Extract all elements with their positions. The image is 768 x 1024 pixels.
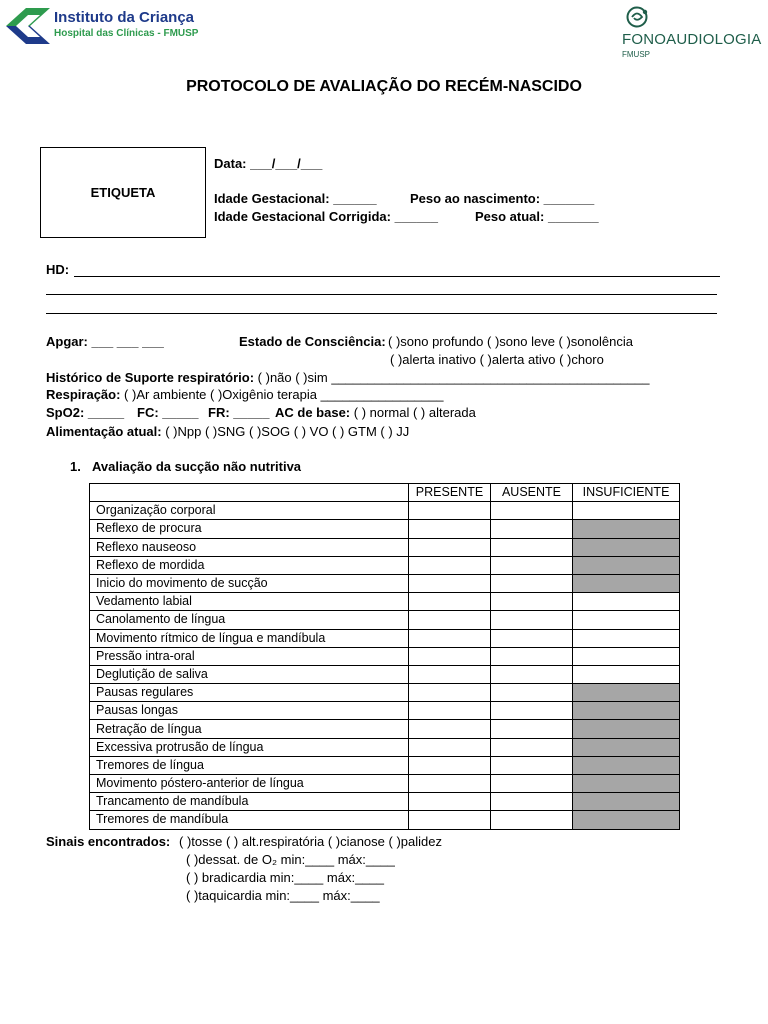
section-title: Avaliação da sucção não nutritiva <box>92 459 302 474</box>
cell-presente[interactable] <box>409 665 491 683</box>
cell-presente[interactable] <box>409 775 491 793</box>
idade-corrigida-field[interactable]: Idade Gestacional Corrigida: ______ <box>214 209 438 224</box>
cell-insuficiente[interactable] <box>573 647 680 665</box>
row-label: Reflexo de procura <box>90 520 409 538</box>
cell-ausente[interactable] <box>491 629 573 647</box>
cell-ausente[interactable] <box>491 738 573 756</box>
cell-insuficiente <box>573 720 680 738</box>
fono-name: FONOAUDIOLOGIA <box>622 31 762 48</box>
instituto-subtitle: Hospital das Clínicas - FMUSP <box>54 28 199 39</box>
cell-ausente[interactable] <box>491 702 573 720</box>
cell-insuficiente[interactable] <box>573 629 680 647</box>
cell-presente[interactable] <box>409 556 491 574</box>
cell-ausente[interactable] <box>491 756 573 774</box>
cell-presente[interactable] <box>409 629 491 647</box>
idade-gestacional-field[interactable]: Idade Gestacional: ______ <box>214 191 377 206</box>
cell-insuficiente <box>573 811 680 829</box>
cell-ausente[interactable] <box>491 775 573 793</box>
alimentacao-row <box>46 424 409 439</box>
cell-insuficiente[interactable] <box>573 611 680 629</box>
data-field[interactable]: Data: ___/___/___ <box>214 156 323 171</box>
row-label: Movimento rítmico de língua e mandíbula <box>90 629 409 647</box>
cell-presente[interactable] <box>409 647 491 665</box>
table-row <box>90 665 680 683</box>
cell-presente[interactable] <box>409 738 491 756</box>
cell-ausente[interactable] <box>491 538 573 556</box>
etiqueta-label: ETIQUETA <box>90 185 156 200</box>
cell-insuficiente <box>573 702 680 720</box>
peso-atual-field[interactable]: Peso atual: _______ <box>475 209 599 224</box>
fr-field[interactable]: FR: _____ <box>208 405 270 420</box>
cell-ausente[interactable] <box>491 793 573 811</box>
row-label: Canolamento de língua <box>90 611 409 629</box>
table-row <box>90 793 680 811</box>
fono-subtitle: FMUSP <box>622 50 650 59</box>
cell-insuficiente <box>573 556 680 574</box>
row-label: Tremores de mandíbula <box>90 811 409 829</box>
table-row <box>90 574 680 592</box>
cell-insuficiente <box>573 793 680 811</box>
cell-presente[interactable] <box>409 611 491 629</box>
cell-ausente[interactable] <box>491 520 573 538</box>
row-label: Organização corporal <box>90 502 409 520</box>
fonoaudiologia-logo <box>622 6 762 62</box>
spo2-field[interactable]: SpO2: _____ <box>46 405 125 420</box>
ac-base-label: AC de base: <box>275 405 351 420</box>
cell-presente[interactable] <box>409 538 491 556</box>
sinais-line-1[interactable]: ( )tosse ( ) alt.respiratória ( )cianose ( )palidez <box>179 834 442 849</box>
table-row <box>90 593 680 611</box>
cell-presente[interactable] <box>409 793 491 811</box>
table-row <box>90 684 680 702</box>
row-label: Vedamento labial <box>90 593 409 611</box>
row-label: Pausas longas <box>90 702 409 720</box>
cell-ausente[interactable] <box>491 502 573 520</box>
cell-presente[interactable] <box>409 684 491 702</box>
row-label: Trancamento de mandíbula <box>90 793 409 811</box>
etiqueta-box <box>40 147 206 238</box>
apgar-field[interactable]: Apgar: ___ ___ ___ <box>46 334 164 349</box>
cell-insuficiente[interactable] <box>573 593 680 611</box>
cell-presente[interactable] <box>409 593 491 611</box>
respiracao-row <box>46 387 443 402</box>
historico-label: Histórico de Suporte respiratório: <box>46 370 255 385</box>
section-number: 1. <box>70 459 81 474</box>
table-row <box>90 520 680 538</box>
row-label: Inicio do movimento de sucção <box>90 574 409 592</box>
sinais-label: Sinais encontrados: <box>46 834 171 849</box>
historico-options[interactable]: ( )não ( )sim ____________________________________________ <box>257 370 650 385</box>
cell-ausente[interactable] <box>491 647 573 665</box>
table-row <box>90 629 680 647</box>
cell-ausente[interactable] <box>491 611 573 629</box>
hd-label: HD: <box>46 262 70 277</box>
table-row <box>90 811 680 829</box>
hd-line-2[interactable] <box>46 294 717 295</box>
cell-ausente[interactable] <box>491 574 573 592</box>
sinais-line-4[interactable]: ( )taquicardia min:____ máx:____ <box>186 888 380 903</box>
alimentacao-label: Alimentação atual: <box>46 424 162 439</box>
respiracao-options[interactable]: ( )Ar ambiente ( )Oxigênio terapia _________________ <box>124 387 444 402</box>
table-header-row <box>90 484 680 502</box>
row-label: Pressão intra-oral <box>90 647 409 665</box>
table-row <box>90 720 680 738</box>
table-row <box>90 738 680 756</box>
consciencia-label: Estado de Consciência: <box>239 334 386 349</box>
cell-ausente[interactable] <box>491 811 573 829</box>
table-row <box>90 756 680 774</box>
row-label: Reflexo de mordida <box>90 556 409 574</box>
table-row <box>90 647 680 665</box>
cell-presente[interactable] <box>409 574 491 592</box>
header-ausente: AUSENTE <box>491 484 573 502</box>
cell-insuficiente <box>573 775 680 793</box>
alimentacao-options[interactable]: ( )Npp ( )SNG ( )SOG ( ) VO ( ) GTM ( ) JJ <box>165 424 410 439</box>
cell-insuficiente <box>573 756 680 774</box>
cell-presente[interactable] <box>409 702 491 720</box>
cell-presente[interactable] <box>409 520 491 538</box>
table-row <box>90 702 680 720</box>
sinais-line-2[interactable]: ( )dessat. de O₂ min:____ máx:____ <box>186 852 395 867</box>
consciencia-options-2[interactable]: ( )alerta inativo ( )alerta ativo ( )choro <box>390 352 604 367</box>
page-title: PROTOCOLO DE AVALIAÇÃO DO RECÉM-NASCIDO <box>186 78 582 95</box>
row-label: Tremores de língua <box>90 756 409 774</box>
fc-field[interactable]: FC: _____ <box>137 405 199 420</box>
historico-row <box>46 370 649 385</box>
peso-nascimento-field[interactable]: Peso ao nascimento: _______ <box>410 191 595 206</box>
table-row <box>90 538 680 556</box>
cell-insuficiente[interactable] <box>573 665 680 683</box>
row-label: Deglutição de saliva <box>90 665 409 683</box>
sinais-line-3[interactable]: ( ) bradicardia min:____ máx:____ <box>186 870 384 885</box>
cell-insuficiente <box>573 538 680 556</box>
cell-ausente[interactable] <box>491 665 573 683</box>
cell-presente[interactable] <box>409 720 491 738</box>
fono-emblem-icon <box>626 6 652 28</box>
ac-base-options[interactable]: ( ) normal ( ) alterada <box>353 405 476 420</box>
header-presente: PRESENTE <box>409 484 491 502</box>
instituto-name: Instituto da Criança <box>54 9 195 26</box>
instituto-logo <box>6 6 206 46</box>
row-label: Excessiva protrusão de língua <box>90 738 409 756</box>
cell-insuficiente[interactable] <box>573 502 680 520</box>
cell-ausente[interactable] <box>491 556 573 574</box>
cell-insuficiente <box>573 684 680 702</box>
table-row <box>90 775 680 793</box>
cell-insuficiente <box>573 738 680 756</box>
cell-presente[interactable] <box>409 811 491 829</box>
evaluation-table <box>89 483 680 830</box>
cell-ausente[interactable] <box>491 593 573 611</box>
header-insuficiente: INSUFICIENTE <box>573 484 680 502</box>
cell-ausente[interactable] <box>491 684 573 702</box>
cell-presente[interactable] <box>409 502 491 520</box>
header-empty <box>90 484 409 502</box>
row-label: Reflexo nauseoso <box>90 538 409 556</box>
table-row <box>90 611 680 629</box>
row-label: Retração de língua <box>90 720 409 738</box>
hd-line-3[interactable] <box>46 313 717 314</box>
table-row <box>90 556 680 574</box>
cell-insuficiente <box>573 520 680 538</box>
row-label: Pausas regulares <box>90 684 409 702</box>
cell-insuficiente <box>573 574 680 592</box>
instituto-chevron-icon <box>6 6 50 46</box>
consciencia-options-1[interactable]: ( )sono profundo ( )sono leve ( )sonolência <box>388 334 633 349</box>
ac-base-row <box>275 405 476 420</box>
hd-line-1[interactable] <box>74 276 720 277</box>
cell-presente[interactable] <box>409 756 491 774</box>
respiracao-label: Respiração: <box>46 387 121 402</box>
table-row <box>90 502 680 520</box>
row-label: Movimento póstero-anterior de língua <box>90 775 409 793</box>
cell-ausente[interactable] <box>491 720 573 738</box>
